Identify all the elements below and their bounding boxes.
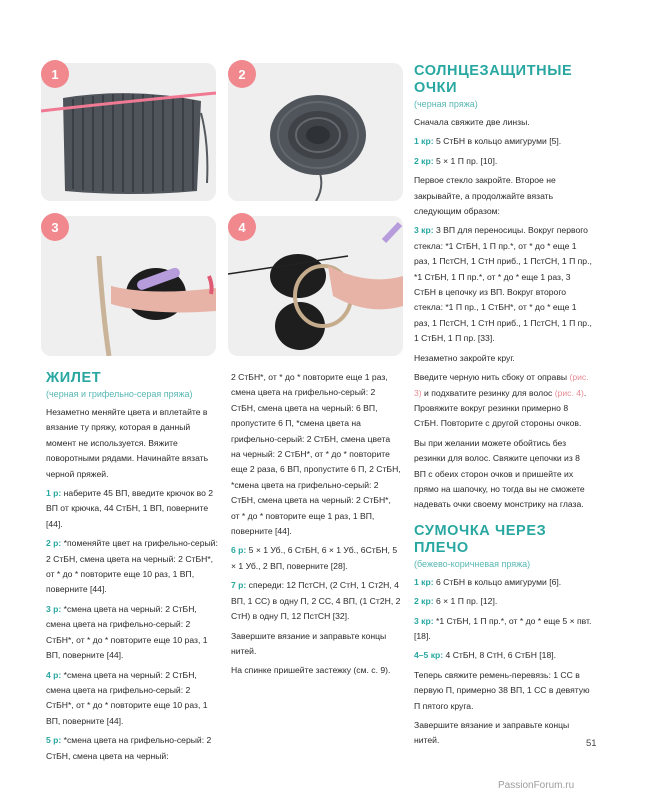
knitted-rib-image [41,63,216,201]
vest-row-2: 2 р: *поменяйте цвет на грифельно-серый: 2 СтБН, смена цвета на черный: 2 СтБН*, от * до * повторите еще 10 раз, 1 ВП, поверните [44]. [46,538,218,595]
vest-title: ЖИЛЕТ [46,370,102,386]
glasses-round-2: 2 кр: 5 × 1 П пр. [10]. [414,155,498,166]
bag-round-1: 1 кр: 6 СтБН в кольцо амигуруми [6]. [414,576,562,587]
vest-row-5-continued: 2 СтБН*, от * до * повторите еще 1 раз, смена цвета на грифельно-серый: 2 СтБН, смена цвета на черный: 6 ВП, пропустите 6 П, *смена цвета на грифельно-серый: 2 СтБН, смена цвета на черный: 2 СтБН*, от * до * повторите еще 2 раза, 6 ВП, пропустите 6 П, 2 СтБН, *смена цвета на грифельно-серый: 2 СтБН, смена цвета на черный: 2 СтБН*, от * до * повторите еще 1 раз, 1 ВП, поверните [44]. [231,372,401,537]
glasses-subtitle: (черная пряжа) [414,99,478,109]
bag-round-4-5: 4–5 кр: 4 СтБН, 8 СтН, 6 СтБН [18]. [414,650,557,661]
vest-row-6: 6 р: 5 × 1 Уб., 6 СтБН, 6 × 1 Уб., 6СтБН, 5 × 1 Уб., 2 ВП, поверните [28]. [231,545,398,571]
glasses-close-note: Первое стекло закройте. Второе не закрывайте, а продолжайте вязать следующим образом: [414,175,556,217]
step-4-photo [228,216,403,356]
step-2-photo [228,63,403,201]
figure-3-reference: (рис. 3) [414,372,589,398]
vest-column [46,370,218,768]
vest-row-7: 7 р: спереди: 12 ПстСН, (2 СтН, 1 Ст2Н, 4 ВП, 1 СС) в одну П, 2 СС, 4 ВП, (1 Ст2Н, 2 СтН) в одну П, 12 ПстСН [32]. [231,580,401,622]
vest-row-5: 5 р: *смена цвета на грифельно-серый: 2 СтБН, смена цвета на черный: [46,735,212,761]
bag-finish: Завершите вязание и заправьте концы нитей. [414,720,570,746]
glasses-optional-note: Вы при желании можете обойтись без резинки для волос. Свяжите цепочки из 8 ВП с обеих сторон очков и пришейте их прямо на шапочку, но тогда вы не сможете надевать очки своему монстрику на глаза. [414,437,585,510]
vest-row-4: 4 р: *смена цвета на черный: 2 СтБН, смена цвета на грифельно-серый: 2 СтБН*, от * до * повторите еще 10 раз, 1 ВП, поверните [44]. [46,669,208,726]
page-number: 51 [586,738,597,749]
step-1-badge: 1 [41,60,69,88]
glasses-elastic-image [228,216,403,356]
vest-clasp-note: На спинке пришейте застежку (см. с. 9). [231,665,391,676]
vest-row-1: 1 р: наберите 45 ВП, введите крючок во 2 ВП от крючка, 44 СтБН, 1 ВП, поверните [44]. [46,488,214,529]
bag-title: СУМОЧКА ЧЕРЕЗ ПЛЕЧО [414,522,547,556]
vest-intro: Незаметно меняйте цвета и вплетайте в вязание ту пряжу, которая в данный момент не используется. Вяжите поворотными рядами. Начинайте вязать черной пряжей. [46,407,209,479]
crochet-circle-image [228,63,403,201]
glasses-work-image [41,216,216,356]
bag-strap: Теперь свяжите ремень-перевязь: 1 СС в первую П, примерно 38 ВП, 1 СС в девятую П пятого круга. [414,669,590,711]
glasses-intro: Сначала свяжите две линзы. [414,117,530,127]
figure-4-reference: (рис. 4) [554,387,584,398]
step-1-photo [41,63,216,201]
vest-row-3: 3 р: *смена цвета на черный: 2 СтБН, смена цвета на грифельно-серый: 2 СтБН*, от * до * повторите еще 10 раз, 1 ВП, поверните [44]. [46,603,208,661]
glasses-round-1: 1 кр: 5 СтБН в кольцо амигуруми [5]. [414,136,562,147]
glasses-elastic-instructions: Введите черную нить сбоку от оправы (рис. 3) и подхватите резинку для волос (рис. 4). Провяжите вокруг резинки примерно 8 СтБН. Повторите с другой стороны очков. [414,372,589,429]
step-2-badge: 2 [228,60,256,88]
step-3-photo [41,216,216,356]
glasses-bag-column [414,63,592,753]
step-4-badge: 4 [228,213,256,241]
bag-round-2: 2 кр: 6 × 1 П пр. [12]. [414,596,498,607]
step-3-badge: 3 [41,213,69,241]
glasses-close-circle: Незаметно закройте круг. [414,352,515,363]
bag-round-3: 3 кр: *1 СтБН, 1 П пр.*, от * до * еще 5 × пвт. [18]. [414,615,592,641]
glasses-round-3: 3 кр: 3 ВП для переносицы. Вокруг первого стекла: *1 СтБН, 1 П пр.*, от * до * еще 1 раз, 1 ПстСН, 1 СтН приб., 1 ПстСН, 1 П пр., *1 СтБН, 1 П пр.*, от * до * еще 1 раз, 3 СтБН в цепочку из ВП. Вокруг второго стекла: *1 П пр., 1 СтБН*, от * до * еще 1 раз, 1 ПстСН, 1 СтН приб., 1 ПстСН, 1 П пр., 1 СтБН, 1 П пр. [33]. [414,225,592,344]
bag-subtitle: (бежево-коричневая пряжа) [414,558,531,569]
vest-finish: Завершите вязание и заправьте концы нитей. [231,630,387,656]
vest-continued-column [231,370,401,683]
vest-subtitle: (черная и грифельно-серая пряжа) [46,389,193,399]
site-watermark: PassionForum.ru [498,780,575,791]
glasses-title: СОЛНЦЕЗАЩИТНЫЕ ОЧКИ [414,63,573,96]
